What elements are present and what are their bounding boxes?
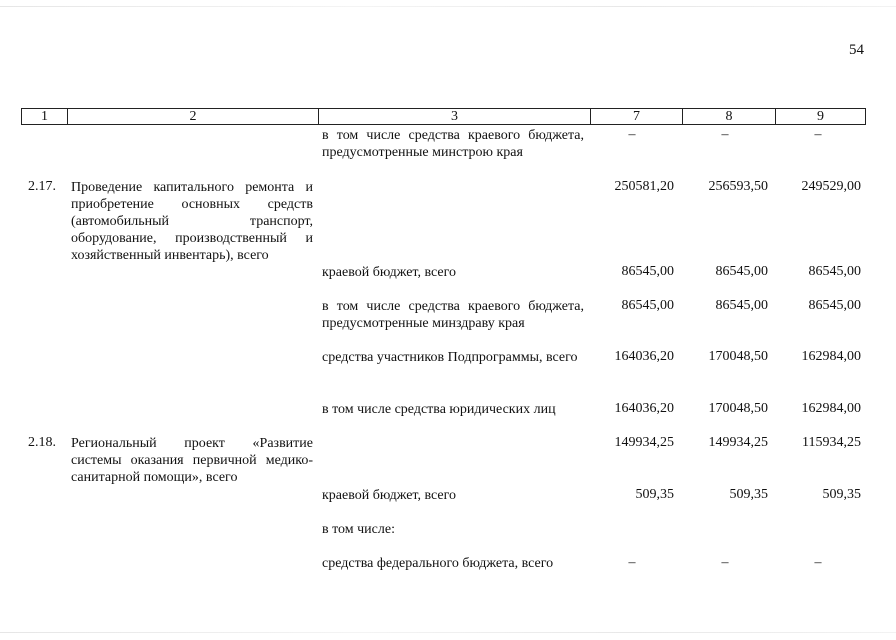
value-col-7: 250581,20 bbox=[614, 179, 674, 194]
header-col-8: 8 bbox=[682, 109, 775, 124]
value-col-7: 86545,00 bbox=[621, 264, 674, 279]
value-col-8: – bbox=[721, 127, 729, 142]
value-col-8: 86545,00 bbox=[715, 264, 768, 279]
scan-artifact-top bbox=[0, 6, 896, 7]
value-col-8: 86545,00 bbox=[715, 298, 768, 313]
row-number: 2.17. bbox=[28, 179, 56, 194]
header-col-2: 2 bbox=[67, 109, 318, 124]
value-col-9: 509,35 bbox=[822, 487, 861, 502]
value-col-7: 509,35 bbox=[635, 487, 674, 502]
row-number: 2.18. bbox=[28, 435, 56, 450]
value-col-7: 164036,20 bbox=[614, 349, 674, 364]
value-col-8: 256593,50 bbox=[708, 179, 768, 194]
value-col-9: 86545,00 bbox=[808, 298, 861, 313]
value-col-8: 170048,50 bbox=[708, 349, 768, 364]
value-col-9: 249529,00 bbox=[801, 179, 861, 194]
value-col-8: 149934,25 bbox=[708, 435, 768, 450]
row-description: краевой бюджет, всего bbox=[322, 488, 457, 503]
value-col-7: 149934,25 bbox=[614, 435, 674, 450]
value-col-8: 509,35 bbox=[729, 487, 768, 502]
table-header-row bbox=[21, 108, 866, 125]
row-description: краевой бюджет, всего bbox=[322, 265, 457, 280]
row-description: средства участников Подпрограммы, всего bbox=[322, 350, 578, 365]
scan-artifact-bottom bbox=[0, 632, 896, 633]
row-description: в том числе: bbox=[322, 522, 395, 537]
value-col-9: – bbox=[814, 555, 822, 570]
row-description: в том числе средства юридических лиц bbox=[322, 402, 556, 417]
header-col-3: 3 bbox=[318, 109, 590, 124]
row-description: средства федерального бюджета, всего bbox=[322, 556, 554, 571]
value-col-7: 164036,20 bbox=[614, 401, 674, 416]
value-col-8: 170048,50 bbox=[708, 401, 768, 416]
value-col-9: – bbox=[814, 127, 822, 142]
value-col-7: – bbox=[628, 555, 636, 570]
value-col-9: 115934,25 bbox=[802, 435, 861, 450]
value-col-9: 162984,00 bbox=[801, 401, 861, 416]
header-col-9: 9 bbox=[775, 109, 865, 124]
value-col-7: 86545,00 bbox=[621, 298, 674, 313]
row-description: в том числе средства краевого бюджета, предусмотренные минстрою края bbox=[322, 128, 584, 160]
header-col-1: 1 bbox=[41, 109, 48, 124]
page-number: 54 bbox=[849, 42, 864, 58]
value-col-9: 162984,00 bbox=[801, 349, 861, 364]
value-col-8: – bbox=[721, 555, 729, 570]
header-col-7: 7 bbox=[590, 109, 682, 124]
value-col-9: 86545,00 bbox=[808, 264, 861, 279]
row-description: в том числе средства краевого бюджета, предусмотренные минздраву края bbox=[322, 299, 584, 331]
row-name: Региональный проект «Развитие системы оказания первичной медико-санитарной помощи», всего bbox=[71, 436, 313, 485]
row-name: Проведение капитального ремонта и приобретение основных средств (автомобильный транспорт, оборудование, производственный и хозяйственный инвентарь), всего bbox=[71, 180, 313, 263]
value-col-7: – bbox=[628, 127, 636, 142]
